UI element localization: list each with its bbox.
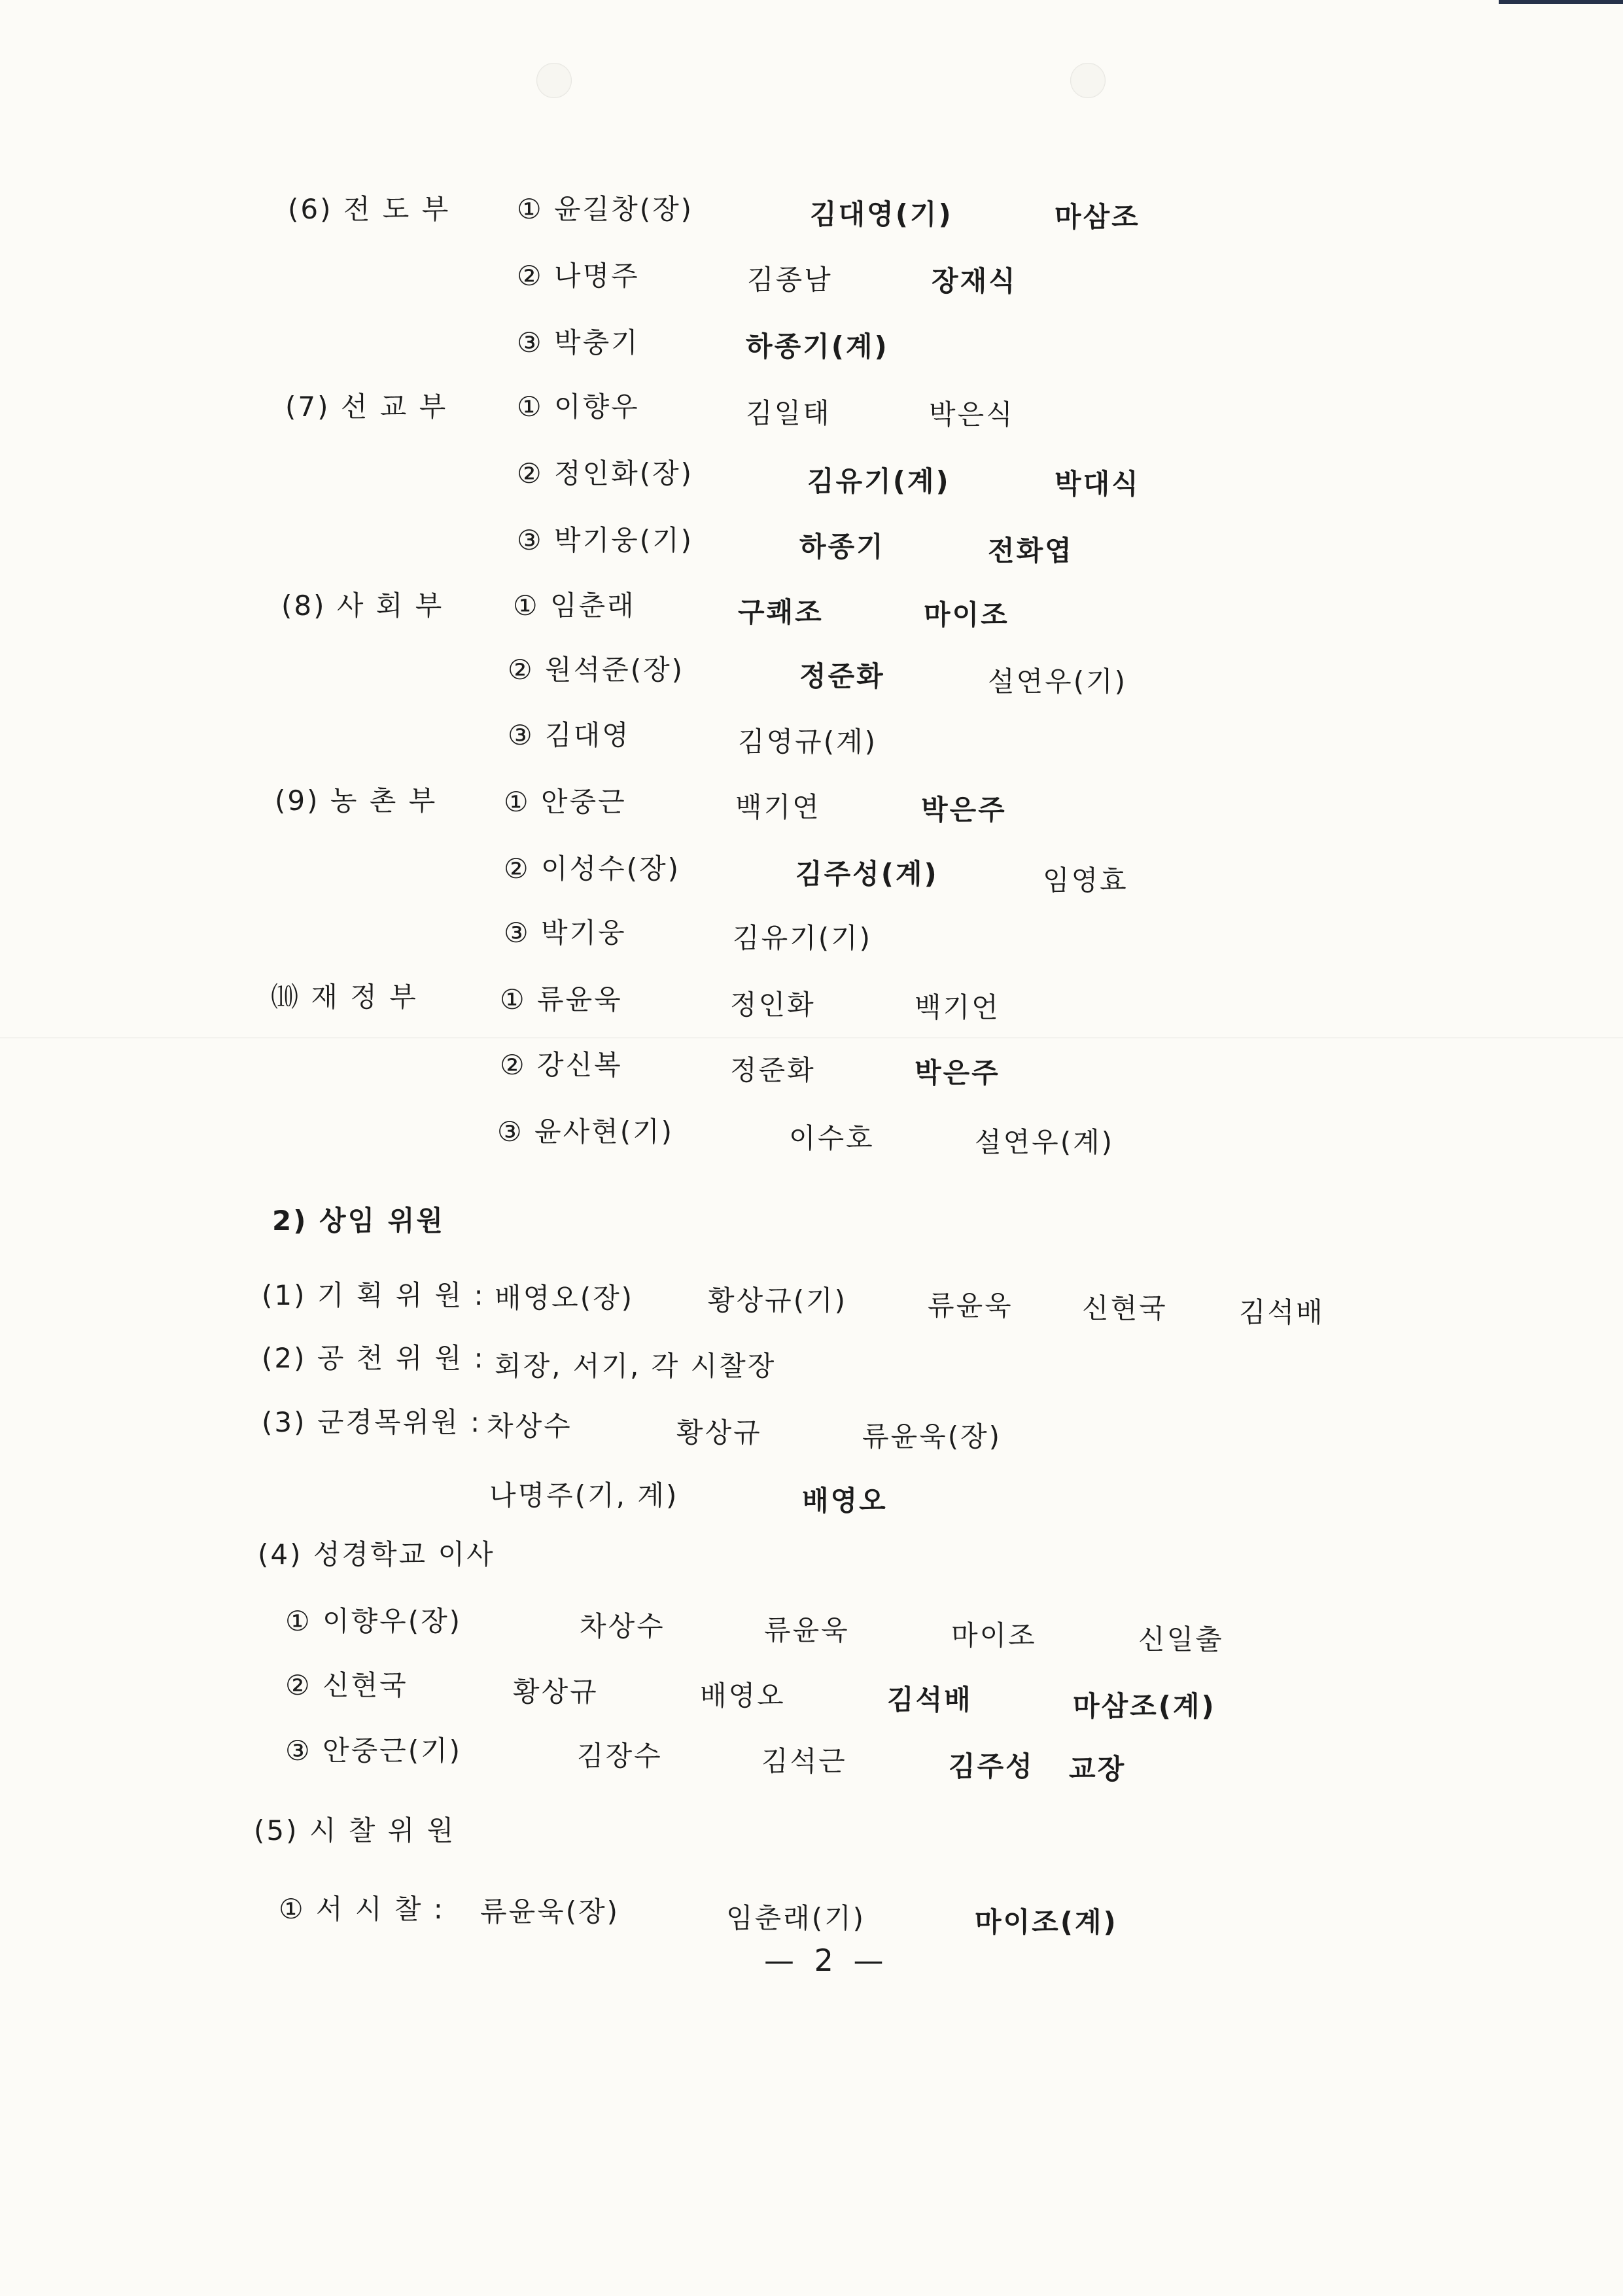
member-name: 김유기(기) (733, 922, 873, 954)
member-name: 백기연 (735, 791, 821, 823)
member-name: 백기언 (915, 991, 1000, 1023)
member-name: 김주성 (949, 1750, 1034, 1782)
member-name: 마삼조(계) (1073, 1690, 1216, 1722)
member-name: 이수호 (789, 1122, 875, 1154)
member-name: 마삼조 (1055, 201, 1140, 233)
member-name: ② 정인화(장) (517, 457, 694, 489)
member-name: ② 나명주 (517, 260, 640, 292)
member-name: ③ 김대영 (508, 719, 631, 751)
member-name: ③ 박기웅(기) (517, 524, 694, 556)
member-name: 박은주 (915, 1057, 1000, 1089)
member-name: 하종기(계) (746, 330, 889, 362)
member-name: 신일출 (1138, 1623, 1224, 1655)
member-name: 정준화 (799, 660, 885, 692)
member-name: 장재식 (932, 265, 1017, 297)
committee-sublabel: ① 서 시 찰 : (279, 1893, 445, 1925)
member-name: 김석배 (1239, 1296, 1325, 1328)
member-name: 정인화 (730, 989, 816, 1021)
member-name: 정준화 (730, 1054, 816, 1086)
punch-hole-left (536, 63, 572, 98)
member-name: 마이조 (951, 1619, 1037, 1651)
member-name: 박은주 (921, 794, 1007, 826)
page-number: — 2 — (764, 1943, 889, 1978)
member-name: 김석배 (887, 1684, 973, 1716)
member-name: 황상규(기) (708, 1284, 848, 1316)
member-name: ① 이향우 (517, 391, 640, 423)
dept-label: (7) 선 교 부 (285, 391, 448, 423)
member-name: ① 류윤욱 (500, 983, 623, 1016)
member-name: 류윤욱(장) (480, 1896, 620, 1928)
member-name: 교장 (1069, 1753, 1126, 1785)
committee-label: (5) 시 찰 위 원 (254, 1814, 456, 1846)
member-name: ① 안중근 (504, 786, 627, 818)
member-name: 나명주(기, 계) (489, 1479, 679, 1511)
dept-label: ⑽ 재 정 부 (271, 981, 418, 1013)
section-heading: 2) 상임 위원 (272, 1205, 445, 1237)
member-name: 차상수 (487, 1410, 572, 1442)
punch-hole-right (1070, 63, 1106, 98)
corner-mark (1499, 0, 1623, 4)
member-name: 하종기 (799, 531, 885, 563)
member-name: 신현국 (1082, 1292, 1168, 1324)
member-name: 박은식 (929, 398, 1015, 431)
committee-text: 회장, 서기, 각 시찰장 (495, 1350, 777, 1382)
member-name: 배영오 (700, 1680, 786, 1712)
member-name: 김일태 (746, 397, 831, 429)
member-name: ① 윤길창(장) (517, 193, 694, 225)
dept-label: (8) 사 회 부 (281, 590, 444, 622)
committee-label: (1) 기 획 위 원 : (262, 1279, 485, 1311)
member-name: ① 임춘래 (513, 590, 636, 622)
member-name: 임영효 (1043, 864, 1128, 896)
committee-label: (4) 성경학교 이사 (258, 1538, 495, 1570)
committee-label: (2) 공 천 위 원 : (262, 1342, 485, 1374)
member-name: 김주성(계) (795, 858, 939, 890)
member-name: 황상규 (513, 1676, 599, 1708)
fold-line (0, 1037, 1623, 1038)
member-name: ③ 박충기 (517, 327, 640, 359)
member-name: 류윤욱 (928, 1290, 1013, 1322)
member-name: 김영규(계) (738, 726, 878, 758)
dept-label: (9) 농 촌 부 (275, 785, 438, 817)
committee-label: (3) 군경목위원 : (262, 1406, 482, 1438)
member-name: ② 원석준(장) (508, 654, 685, 686)
member-name: 마이조 (924, 599, 1009, 631)
member-name: 황상규 (676, 1417, 762, 1449)
member-name: 배영오 (802, 1485, 888, 1517)
member-name: 김종남 (747, 264, 833, 296)
member-name: ③ 박기웅 (504, 917, 627, 949)
member-name: 류윤욱 (764, 1614, 850, 1646)
member-name: 김대영(기) (810, 198, 953, 230)
member-name: 마이조(계) (975, 1906, 1118, 1938)
member-name: 임춘래(기) (726, 1902, 866, 1934)
member-name: 박대식 (1055, 468, 1140, 500)
member-name: ② 강신복 (500, 1049, 623, 1081)
member-name: 김석근 (761, 1745, 847, 1777)
member-name: 김유기(계) (807, 465, 951, 497)
member-name: 전화엽 (988, 535, 1073, 567)
member-name: ② 이성수(장) (504, 853, 681, 885)
member-name: 설연우(계) (975, 1126, 1115, 1158)
member-name: ③ 안중근(기) (285, 1735, 462, 1767)
member-name: ② 신현국 (285, 1669, 408, 1701)
member-name: ③ 윤사현(기) (497, 1116, 674, 1148)
member-name: 김장수 (577, 1740, 663, 1772)
member-name: ① 이향우(장) (285, 1605, 462, 1637)
member-name: 배영오(장) (495, 1282, 635, 1314)
member-name: 구쾌조 (738, 596, 824, 628)
dept-label: (6) 전 도 부 (288, 193, 451, 225)
member-name: 설연우(기) (988, 665, 1128, 698)
member-name: 차상수 (580, 1610, 665, 1642)
member-name: 류윤욱(장) (862, 1421, 1002, 1453)
